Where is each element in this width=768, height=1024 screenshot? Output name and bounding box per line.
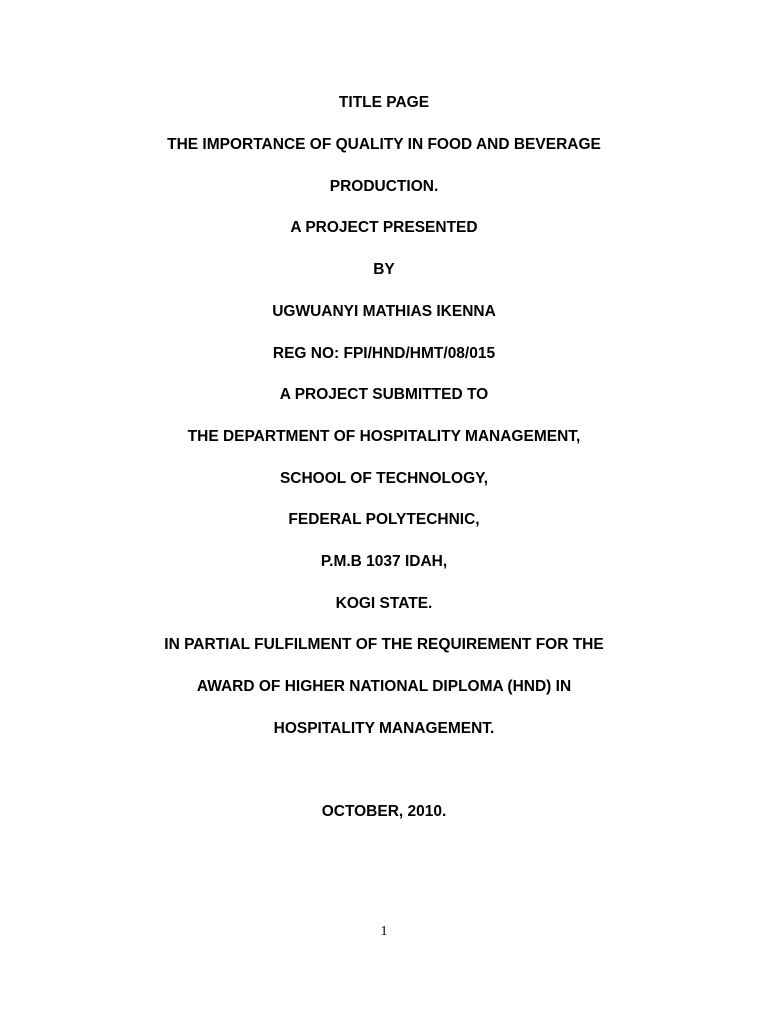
purpose-line-3: HOSPITALITY MANAGEMENT. xyxy=(273,720,495,737)
by-line: BY xyxy=(373,261,395,278)
state-line: KOGI STATE. xyxy=(335,595,433,612)
author-name: UGWUANYI MATHIAS IKENNA xyxy=(272,303,496,320)
address-line: P.M.B 1037 IDAH, xyxy=(320,553,448,570)
purpose-line-1: IN PARTIAL FULFILMENT OF THE REQUIREMENT FOR THE xyxy=(164,636,604,653)
school-line: SCHOOL OF TECHNOLOGY, xyxy=(279,470,489,487)
submission-date: OCTOBER, 2010. xyxy=(321,803,447,820)
registration-number: REG NO: FPI/HND/HMT/08/015 xyxy=(272,345,496,362)
project-title-line-1: THE IMPORTANCE OF QUALITY IN FOOD AND BEVERAGE xyxy=(167,136,601,153)
page-number: 1 xyxy=(380,924,388,939)
submitted-line: A PROJECT SUBMITTED TO xyxy=(279,386,489,403)
institution-line: FEDERAL POLYTECHNIC, xyxy=(288,511,480,528)
presented-line: A PROJECT PRESENTED xyxy=(290,219,478,236)
page-heading: TITLE PAGE xyxy=(338,94,430,111)
department-line: THE DEPARTMENT OF HOSPITALITY MANAGEMENT, xyxy=(187,428,581,445)
purpose-line-2: AWARD OF HIGHER NATIONAL DIPLOMA (HND) IN xyxy=(196,678,572,695)
project-title-line-2: PRODUCTION. xyxy=(329,178,439,195)
